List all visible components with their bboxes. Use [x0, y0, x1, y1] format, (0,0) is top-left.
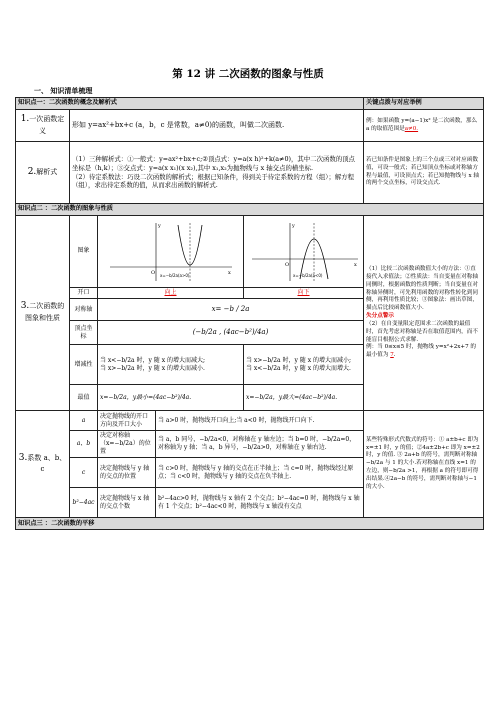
coef-disc-desc: 决定抛物线与 x 轴的交点个数	[98, 488, 156, 518]
svg-text:x: x	[228, 269, 231, 276]
coef-disc-cond: b²−4ac>0 时，抛物线与 x 轴有 2 个交点；b²−4ac=0 时，抛物线与 x 轴有 1 个交点；b²−4ac<0 时，抛物线与 x 轴没有交点	[156, 488, 364, 518]
kp1-row	[16, 110, 484, 142]
kp3-title-row	[16, 518, 484, 530]
range-note: （2）在自变量限定范围求二次函数的最值时，首先考虑对称轴是否在取值范围内，而不能盲目根据公式求解.	[366, 320, 478, 343]
coef-a-desc: 决定抛物线的开口方向及开口大小	[98, 411, 156, 431]
max-down: x=−b/2a，y最大=(4ac−b²)/4a.	[244, 385, 364, 411]
page-title: 第 12 讲 二次函数的图象与性质	[172, 68, 324, 80]
kp2-note: 若已知条件是图象上的三个点或三对对应函数值，可设一般式；若已知顶点坐标或对称轴方程与最值，可设顶点式；若已知抛物线与 x 轴的两个交点坐标，可设交点式.	[364, 142, 484, 204]
max-label: 最值	[70, 385, 98, 411]
image-label: 图象	[70, 216, 98, 288]
graph-up	[98, 216, 244, 288]
coef-a-sym: a	[70, 411, 98, 431]
kp2-title-row	[16, 204, 484, 216]
kp2-body	[70, 142, 364, 204]
header-row	[16, 98, 484, 110]
vertex-formula: (−b/2a , (4ac−b²)/4a)	[98, 321, 364, 345]
warning-label: 失分点警示	[366, 313, 395, 320]
open-down: 向下	[244, 288, 364, 299]
kp2-label: 2.解析式	[16, 142, 70, 204]
section-heading: 一、 知识清单梳理	[34, 86, 93, 95]
coef-ab-cond: 当 a，b 同号，−b/2a<0，对称轴在 y 轴左边；当 b=0 时，−b/2a=0，对称轴为 y 轴；当 a，b 异号，−b/2a>0，对称轴在 y 轴右边.	[156, 431, 364, 458]
compare-note: （1）比较二次函数函数值大小的方法：①直接代入求值法；②性质法：当自变量在对称轴同侧时，根据函数的性质判断；当自变量在对称轴异侧时，可先利用函数的对称性转化到同侧，再利用性质比较；③图象法：画出草图，描点后比较函数值大小.	[366, 266, 478, 312]
svg-text:y: y	[158, 222, 161, 229]
downward-parabola-graph	[246, 219, 364, 285]
axis-formula: x= −b / 2a	[98, 299, 364, 321]
kp3-label: 3.二次函数的图象和性质	[16, 216, 70, 411]
coef-c-cond: 当 c>0 时，抛物线与 y 轴的交点在正半轴上；当 c=0 时，抛物线经过原点；当 c<0 时，抛物线与 y 轴的交点在负半轴上.	[156, 458, 364, 488]
axis-label: 对称轴	[70, 299, 98, 321]
svg-text:y: y	[292, 222, 295, 229]
mono-up-line2: 当 x>−b/2a 时，y 随 x 的增大而减小.	[100, 364, 205, 372]
coef-disc-sym: b²−4ac	[70, 488, 98, 518]
svg-text:O: O	[151, 269, 156, 276]
mono-down	[244, 345, 364, 385]
svg-text:x=−b/2a(a<0): x=−b/2a(a<0)	[293, 272, 323, 278]
coef-c-sym: c	[70, 458, 98, 488]
coef-a-cond: 当 a>0 时，抛物线开口向上;当 a<0 时，抛物线开口向下.	[156, 411, 364, 431]
svg-text:x=−b/2a(a>0): x=−b/2a(a>0)	[160, 272, 190, 278]
open-label: 开口	[70, 288, 98, 299]
mono-label: 增减性	[70, 345, 98, 385]
svg-text:O: O	[285, 261, 290, 268]
kp2-title: 知识点二 ：二次函数的图象与性质	[16, 204, 484, 216]
coef-ab-desc: 决定对称轴（x=−b/2a）的位置	[98, 431, 156, 458]
coef-row-a	[16, 411, 484, 431]
mono-up	[98, 345, 244, 385]
kp1-label: 1.一次函数定义	[16, 110, 70, 142]
notes-header: 关键点拨与对应举例	[364, 98, 484, 110]
max-up: x=−b/2a，y最小=(4ac−b²)/4a.	[98, 385, 244, 411]
graph-row	[16, 216, 484, 288]
kp2-method: （2）待定系数法：巧设二次函数的解析式；根据已知条件，得到关于待定系数的方程（组）；解方程（组），求出待定系数的值，从而求出函数的解析式.	[72, 172, 355, 190]
mono-up-line1: 当 x<−b/2a 时，y 随 x 的增大而减大;	[100, 356, 206, 364]
coef-ab-sym: a、b	[70, 431, 98, 458]
kp3-notes	[364, 216, 484, 411]
knowledge-table	[15, 97, 484, 530]
kp1-note: 例：如果函数 y=(a−1)x² 是二次函数，那么 a 的取值范围是a≠0.	[364, 110, 484, 142]
kp4-note: 某些特殊形式代数式的符号：① a±b+c 即为 x=±1 时，y 的值；②4a±2b+c 即为 x=±2 时，y 的值. ③ 2a+b 的符号，需判断对称轴−b/2a 与 1 的大小.若对称轴在直线 x=1 的左边，则−b/2a >1，再根据 a 的符号即可得出结果.④2a−b 的符号，需判断对称轴与−1 的大小.	[364, 411, 484, 518]
kp3-title: 知识点三 ：二次函数的平移	[16, 518, 484, 530]
mono-down-line1: 当 x>−b/2a 时，y 随 x 的增大而减小;	[246, 356, 352, 364]
mono-down-line2: 当 x<−b/2a 时，y 随 x 的增大而增大.	[246, 364, 351, 372]
kp1-body: 形如 y=ax²+bx+c (a，b，c 是常数，a≠0)的函数，叫做二次函数.	[70, 110, 364, 142]
example-note: 例：当 0≤x≤5 时，抛物线 y=x²+2x+7 的最小值为 7.	[366, 344, 477, 359]
graph-down	[244, 216, 364, 288]
vertex-label: 顶点坐标	[70, 321, 98, 345]
kp4-label: 3.系数 a、b、c	[16, 411, 70, 518]
open-up: 向上	[98, 288, 244, 299]
kp2-row	[16, 142, 484, 204]
svg-text:x: x	[354, 261, 357, 268]
upward-parabola-graph	[100, 219, 240, 285]
kp2-forms: （1）三种解析式：①一般式：y=ax²+bx+c;②顶点式：y=a(x h)²+k(a≠0)，其中二次函数的顶点坐标是（h,k）；③交点式：y=a(x x₁)(x x₂),其中 x₁,x₂为抛物线与 x 轴交点的横坐标.	[72, 155, 355, 172]
coef-c-desc: 决定抛物线与 y 轴的交点的位置	[98, 458, 156, 488]
kp1-header: 知识点一：二次函数的概念及解析式	[16, 98, 364, 110]
